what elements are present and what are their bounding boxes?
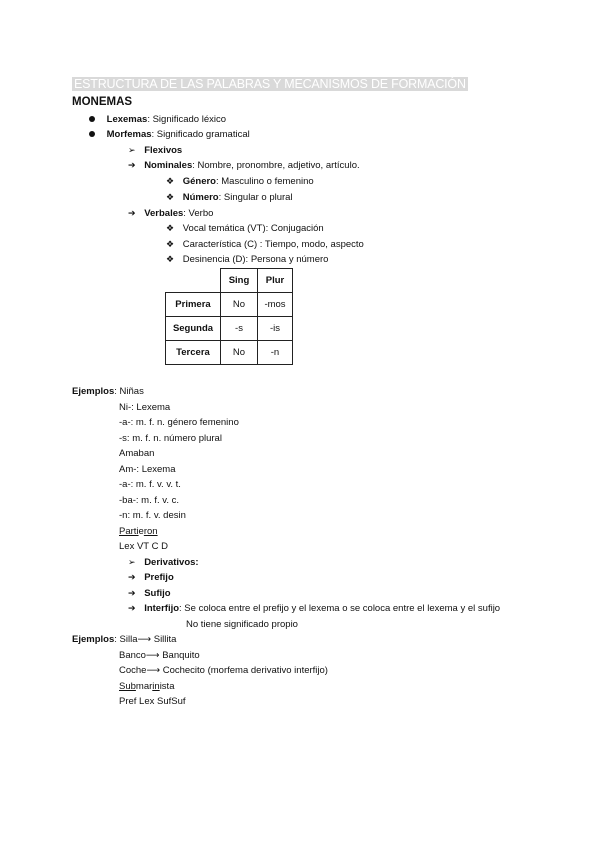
- table-cell: -is: [258, 317, 293, 341]
- example-line: -s: m. f. n. número plural: [119, 433, 222, 444]
- list-item-derivativos: ➢ Derivativos:: [128, 557, 199, 568]
- document-title: ESTRUCTURA DE LAS PALABRAS Y MECANISMOS DE FORMACIÓN: [74, 77, 466, 91]
- list-item-morfemas: Morfemas: Significado gramatical: [89, 128, 250, 141]
- section-heading: MONEMAS: [72, 96, 133, 108]
- table-corner-cell: [166, 269, 221, 293]
- table-row-label: Tercera: [166, 341, 221, 365]
- table-row-label: Segunda: [166, 317, 221, 341]
- bullet-icon: [89, 131, 95, 137]
- bullet-icon: [89, 116, 95, 122]
- arrow-icon: ➔: [128, 588, 136, 598]
- table-row: [166, 341, 293, 365]
- list-item-genero: ❖ Género: Masculino o femenino: [166, 176, 314, 187]
- example-line: Am-: Lexema: [119, 464, 176, 475]
- list-item-prefijo: ➔ Prefijo: [128, 572, 174, 583]
- list-item-flexivos: ➢ Flexivos: [128, 145, 183, 156]
- diamond-icon: ❖: [166, 192, 175, 202]
- arrowhead-icon: ➢: [128, 145, 136, 155]
- table-cell: -mos: [258, 293, 293, 317]
- diamond-icon: ❖: [166, 176, 175, 186]
- arrow-icon: ➔: [128, 603, 136, 613]
- table-row-label: Primera: [166, 293, 221, 317]
- arrow-icon: ➔: [128, 208, 136, 218]
- list-item-interfijo: ➔ Interfijo: Se coloca entre el prefijo y el lexema o se coloca entre el lexema y el sufijo: [128, 603, 501, 614]
- table-cell: -s: [221, 317, 258, 341]
- table-row: [166, 317, 293, 341]
- ejemplos-label-2: Ejemplos: Silla⟶ Sillita: [72, 634, 177, 645]
- example-line: Banco⟶ Banquito: [119, 650, 200, 661]
- example-submarinista: Submarinista: [119, 681, 175, 692]
- list-item-sufijo: ➔ Sufijo: [128, 588, 171, 599]
- list-item-verbales: ➔ Verbales: Verbo: [128, 208, 214, 219]
- diamond-icon: ❖: [166, 254, 175, 264]
- list-item-numero: ❖ Número: Singular o plural: [166, 192, 293, 203]
- example-partieron: Partieron: [119, 526, 158, 537]
- example-line: Coche⟶ Cochecito (morfema derivativo interfijo): [119, 665, 328, 676]
- arrow-icon: ➔: [128, 572, 136, 582]
- example-line: -a-: m. f. n. género femenino: [119, 417, 239, 428]
- example-line: -n: m. f. v. desin: [119, 510, 186, 521]
- table-header-plur: Plur: [258, 269, 293, 293]
- list-item-lexemas: Lexemas: Significado léxico: [89, 113, 226, 126]
- list-item-vocal-tematica: ❖ Vocal temática (VT): Conjugación: [166, 223, 324, 234]
- diamond-icon: ❖: [166, 239, 175, 249]
- example-line: Lex VT C D: [119, 541, 168, 552]
- example-line: Pref Lex SufSuf: [119, 696, 186, 707]
- list-item-nominales: ➔ Nominales: Nombre, pronombre, adjetivo, artículo.: [128, 160, 360, 171]
- example-line: -a-: m. f. v. v. t.: [119, 479, 181, 490]
- example-line: -ba-: m. f. v. c.: [119, 495, 179, 506]
- table-cell: No: [221, 293, 258, 317]
- table-cell: -n: [258, 341, 293, 365]
- interfijo-note: No tiene significado propio: [186, 619, 298, 630]
- list-item-desinencia: ❖ Desinencia (D): Persona y número: [166, 254, 329, 265]
- table-header-sing: Sing: [221, 269, 258, 293]
- arrowhead-icon: ➢: [128, 557, 136, 567]
- arrow-icon: ➔: [128, 160, 136, 170]
- example-line: Amaban: [119, 448, 155, 459]
- table-row: [166, 293, 293, 317]
- ejemplos-label-1: Ejemplos: Niñas: [72, 386, 144, 397]
- diamond-icon: ❖: [166, 223, 175, 233]
- list-item-caracteristica: ❖ Característica (C) : Tiempo, modo, aspecto: [166, 239, 364, 250]
- table-header-row: [166, 269, 293, 293]
- desinence-table: [165, 268, 293, 365]
- table-cell: No: [221, 341, 258, 365]
- example-line: Ni-: Lexema: [119, 402, 171, 413]
